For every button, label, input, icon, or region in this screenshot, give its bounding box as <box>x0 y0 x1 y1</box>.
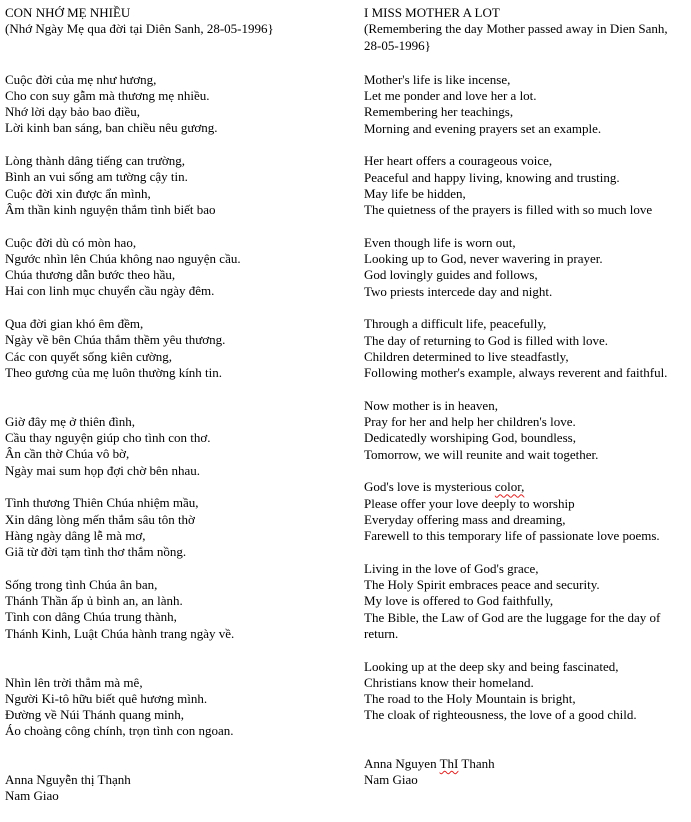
poem-line: Qua đời gian khó êm đềm, <box>5 316 144 332</box>
poem-line: God lovingly guides and follows, <box>364 267 538 283</box>
poem-line: May life be hidden, <box>364 185 466 201</box>
poem-line: Two priests intercede day and night. <box>364 283 553 299</box>
poem-line: Giã từ đời tạm tình thơ thắm nồng. <box>5 544 187 560</box>
poem-line: God's love is mysterious color, <box>364 479 525 495</box>
poem-line: The road to the Holy Mountain is bright, <box>364 691 576 707</box>
spellcheck-word: ThI <box>439 756 459 772</box>
poem-line: Tình thương Thiên Chúa nhiệm mầu, <box>5 495 199 511</box>
poem-line: Cuộc đời của mẹ như hương, <box>5 71 157 87</box>
poem-line: Children determined to live steadfastly, <box>364 348 569 364</box>
poem-line: Remembering her teachings, <box>364 104 514 120</box>
author-name-english <box>364 756 688 772</box>
poem-line: Tình con dâng Chúa trung thành, <box>5 609 177 625</box>
poem-line: Cuộc đời dù có mòn hao, <box>5 234 137 250</box>
poem-line: The Bible, the Law of God are the luggage for the day of return. <box>364 609 661 641</box>
poem-line: Christians know their homeland. <box>364 674 534 690</box>
poem-line: Sống trong tình Chúa ân ban, <box>5 576 158 592</box>
poem-line: Xin dâng lòng mến thắm sâu tôn thờ <box>5 511 195 527</box>
poem-line: Even though life is worn out, <box>364 234 516 250</box>
stanza <box>364 479 688 544</box>
poem-line: Áo choàng công chính, trọn tình con ngoan. <box>5 723 234 739</box>
poem-line: My love is offered to God faithfully, <box>364 593 554 609</box>
stanza <box>5 235 345 300</box>
poem-line: Hai con linh mục chuyển cầu ngày đêm. <box>5 283 215 299</box>
poem-line: Lời kinh ban sáng, ban chiều nêu gương. <box>5 120 218 136</box>
poem-line: Theo gương của mẹ luôn thường kính tin. <box>5 364 223 380</box>
poem-line: Hàng ngày dâng lễ mà mơ, <box>5 527 146 543</box>
poem-line: Ngày về bên Chúa thắm thềm yêu thương. <box>5 332 226 348</box>
poem-line: The Holy Spirit embraces peace and security. <box>364 577 600 593</box>
poem-line: Giờ đây mẹ ở thiên đình, <box>5 413 136 429</box>
poem-line: Cho con suy gẫm mà thương mẹ nhiều. <box>5 87 210 103</box>
stanza-list-english <box>364 72 688 724</box>
poem-line: Dedicatedly worshiping God, boundless, <box>364 430 576 446</box>
poem-line: Thánh Kinh, Luật Chúa hành trang ngày về. <box>5 625 235 641</box>
poem-line: Through a difficult life, peacefully, <box>364 316 547 332</box>
pen-name-vietnamese: Nam Giao <box>5 788 59 804</box>
stanza <box>364 153 688 218</box>
poem-line: Đường về Núi Thánh quang minh, <box>5 707 185 723</box>
poem-subtitle-english: (Remembering the day Mother passed away in Dien Sanh, 28-05-1996} <box>364 21 668 53</box>
poem-line: Looking up at the deep sky and being fascinated, <box>364 658 619 674</box>
poem-line: Bình an vui sống am tường cậy tin. <box>5 169 188 185</box>
poem-line: Ngước nhìn lên Chúa không nao nguyện cầu. <box>5 250 241 266</box>
poem-line: Lòng thành dâng tiếng can trường, <box>5 153 185 169</box>
stanza <box>5 495 345 560</box>
poem-line: Please offer your love deeply to worship <box>364 495 575 511</box>
poem-line: Cuộc đời xin được ẩn mình, <box>5 185 151 201</box>
poem-line: Nhớ lời dạy bảo bao điều, <box>5 104 141 120</box>
poem-line: Living in the love of God's grace, <box>364 560 539 576</box>
vietnamese-column <box>5 5 345 805</box>
poem-line: Người Ki-tô hữu biết quê hương mình. <box>5 690 208 706</box>
spellcheck-word: color, <box>494 479 525 495</box>
poem-line: Looking up to God, never wavering in prayer. <box>364 251 603 267</box>
poem-line: Âm thần kinh nguyện thắm tình biết bao <box>5 201 216 217</box>
stanza <box>364 235 688 300</box>
stanza <box>364 561 688 642</box>
poem-line: Ngày mai sum họp đợi chờ bên nhau. <box>5 462 200 478</box>
poem-line: Peaceful and happy living, knowing and trusting. <box>364 169 620 185</box>
stanza <box>5 414 345 479</box>
poem-line: Ân cần thờ Chúa vô bờ, <box>5 446 130 462</box>
stanza <box>5 153 345 218</box>
poem-line: The cloak of righteousness, the love of a good child. <box>364 707 637 723</box>
poem-line: Mother's life is like incense, <box>364 71 511 87</box>
poem-title-english: I MISS MOTHER A LOT <box>364 5 500 20</box>
pen-name-english: Nam Giao <box>364 772 418 788</box>
author-name-english-text: Anna Nguyen ThI Thanh <box>364 756 495 772</box>
poem-line: Her heart offers a courageous voice, <box>364 153 553 169</box>
poem-line: Nhìn lên trời thẳm mà mê, <box>5 674 143 690</box>
poem-title-vietnamese: CON NHỚ MẸ NHIỀU <box>5 5 131 20</box>
stanza <box>364 316 688 381</box>
poem-subtitle-vietnamese: (Nhớ Ngày Mẹ qua đời tại Diên Sanh, 28-05-1996} <box>5 21 274 37</box>
poem-line: Tomorrow, we will reunite and wait together. <box>364 446 599 462</box>
poem-line: Pray for her and help her children's love. <box>364 414 576 430</box>
stanza <box>364 659 688 724</box>
poem-line: Thánh Thần ấp ủ bình an, an lành. <box>5 593 183 609</box>
poem-line: The day of returning to God is filled with love. <box>364 332 609 348</box>
poem-line: The quietness of the prayers is filled with so much love <box>364 202 653 218</box>
poem-line: Các con quyết sống kiên cường, <box>5 348 172 364</box>
stanza <box>5 675 345 740</box>
stanza <box>5 72 345 137</box>
english-column <box>364 5 688 789</box>
poem-line: Now mother is in heaven, <box>364 397 498 413</box>
stanza <box>5 316 345 397</box>
poem-line: Everyday offering mass and dreaming, <box>364 511 566 527</box>
author-name-vietnamese: Anna Nguyễn thị Thạnh <box>5 772 131 788</box>
poem-line: Cầu thay nguyện giúp cho tình con thơ. <box>5 430 211 446</box>
poem-line: Farewell to this temporary life of passionate love poems. <box>364 528 660 544</box>
poem-line: Morning and evening prayers set an example. <box>364 120 602 136</box>
poem-line: Following mother's example, always reverent and faithful. <box>364 365 668 381</box>
stanza <box>5 577 345 658</box>
stanza-list-vietnamese <box>5 72 345 740</box>
poem-line: Chúa thương dẫn bước theo hầu, <box>5 267 176 283</box>
poem-line: Let me ponder and love her a lot. <box>364 88 537 104</box>
stanza <box>364 398 688 463</box>
stanza <box>364 72 688 137</box>
